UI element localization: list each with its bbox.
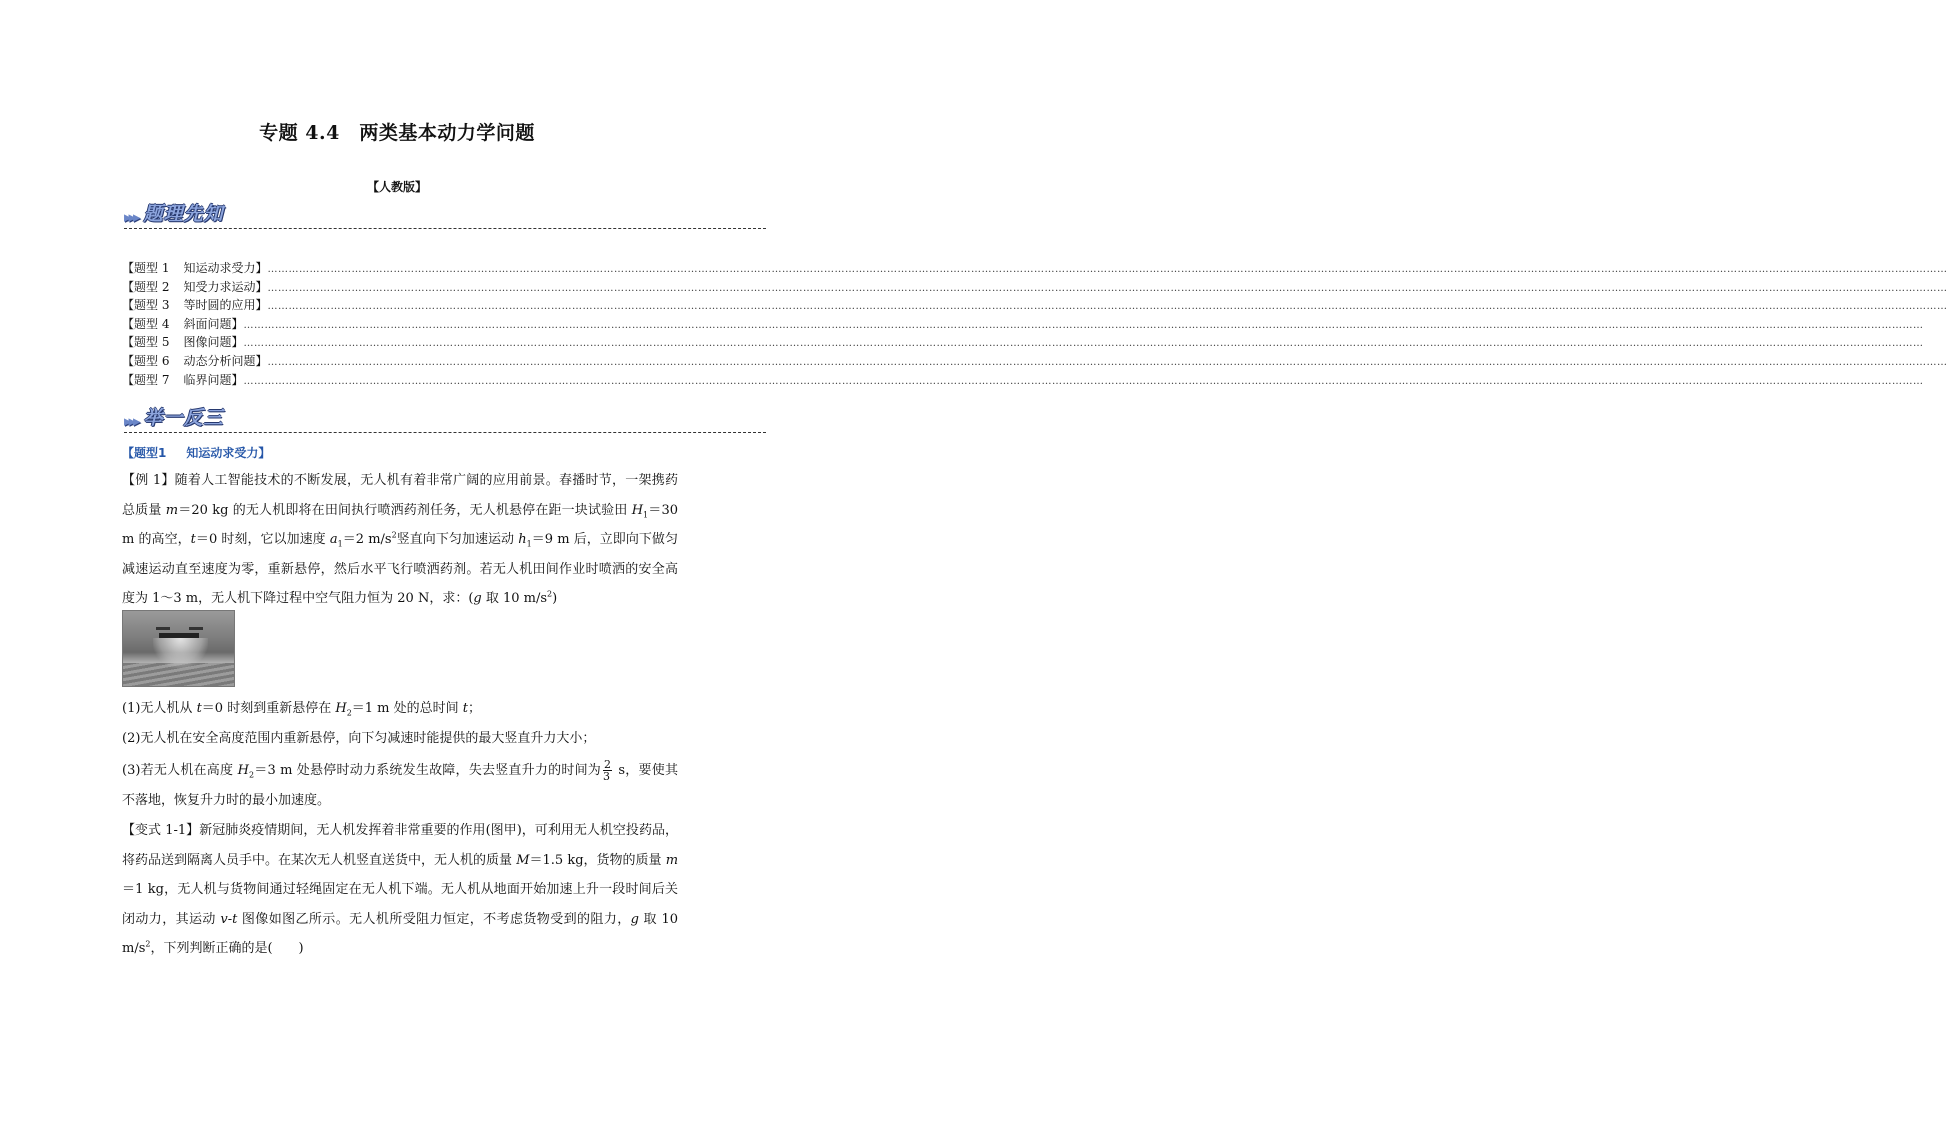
toc-item[interactable]	[122, 353, 1947, 372]
toc-leader-dots: …………………………………………………………………………………………………………………………………………………………………………………………………………………………………………………………………………………………………………………………………………………………………………………………………………………………………………	[267, 356, 1947, 368]
edition-label: 【人教版】	[366, 180, 427, 194]
toc-item[interactable]	[122, 334, 1924, 353]
toc-item-tag: 【题型 4	[122, 316, 170, 331]
toc-item-tag: 【题型 5	[122, 335, 170, 350]
question-1: (1)无人机从 t＝0 时刻到重新悬停在 $H_2=1$ m 处的总时间 t；	[122, 701, 482, 718]
toc-item[interactable]	[122, 260, 1947, 279]
drone-spraying-photo	[122, 610, 235, 687]
toc-item-tag: 【题型 7	[122, 372, 170, 387]
banner-practice-text: 举一反三	[143, 407, 224, 429]
banner-practice	[124, 404, 224, 430]
toc-item-name: 等时圆的应用】	[183, 298, 268, 313]
divider	[124, 228, 766, 229]
toc-item-name: 知受力求运动】	[183, 279, 268, 294]
banner-arrows-icon: ▸▸▸	[124, 208, 138, 226]
example-1-text: 【例 1】随着人工智能技术的不断发展，无人机有着非常广阔的应用前景。春播时节，一架携药总质量 m＝20 kg 的无人机即将在田间执行喷洒药剂任务，无人机悬停在距一块试验田 $H_1=30$ m 的高空，t＝0 时刻，它以加速度 $a_1=2$ $m/s^2$竖直向下匀加速运动 $h_1=9$ m 后，立即向下做匀减速运动直至速度为零，重新悬停，然后水平飞行喷洒药剂。若无人机田间作业时喷洒的安全高度为 1～3 m，无人机下降过程中空气阻力恒为 20 N，求：(g 取 10 $m/s^2$)	[122, 473, 678, 606]
toc-leader-dots: …………………………………………………………………………………………………………………………………………………………………………………………………………………………………………………………………………………………………………………………………………………………………………………………………………………………………………	[267, 282, 1947, 294]
toc-item-name: 斜面问题】	[183, 316, 244, 331]
variant-1-1-text: 【变式 1-1】新冠肺炎疫情期间，无人机发挥着非常重要的作用(图甲)，可利用无人机空投药品，将药品送到隔离人员手中。在某次无人机竖直送货中，无人机的质量 M＝1.5 kg，货物的质量 m＝1 kg，无人机与货物间通过轻绳固定在无人机下端。无人机从地面开始加速上升一段时间后关闭动力，其运动 v-t 图像如图乙所示。无人机所受阻力恒定，不考虑货物受到的阻力，g 取 10 $m/s^2$，下列判断正确的是( )	[122, 823, 679, 956]
section-heading: 【题型1 知运动求受力】	[122, 446, 271, 460]
toc-item-tag: 【题型 6	[122, 353, 170, 368]
question-3: (3)若无人机在高度 $H_2=3$ m 处悬停时动力系统发生故障，失去竖直升力的时间为 $\frac{2}{3}$ s，要使其不落地，恢复升力时的最小加速度。	[122, 758, 678, 808]
toc-leader-dots: …………………………………………………………………………………………………………………………………………………………………………………………………………………………………………………………………………………………………………………………………………………………………………………………………………………………………………	[243, 375, 1924, 387]
toc-leader-dots: …………………………………………………………………………………………………………………………………………………………………………………………………………………………………………………………………………………………………………………………………………………………………………………………………………………………………………	[267, 301, 1947, 313]
divider	[124, 432, 766, 433]
banner-overview	[124, 200, 224, 226]
toc-item-name: 图像问题】	[183, 335, 244, 350]
toc-item[interactable]	[122, 316, 1924, 335]
drone-icon	[159, 633, 199, 638]
toc-item-tag: 【题型 2	[122, 279, 170, 294]
toc-leader-dots: …………………………………………………………………………………………………………………………………………………………………………………………………………………………………………………………………………………………………………………………………………………………………………………………………………………………………………	[243, 319, 1924, 331]
banner-overview-text: 题理先知	[143, 203, 224, 225]
page-title: 专题 4.4 两类基本动力学问题	[259, 122, 535, 144]
toc-list	[122, 260, 1947, 390]
toc-item-name: 动态分析问题】	[183, 353, 268, 368]
toc-leader-dots: …………………………………………………………………………………………………………………………………………………………………………………………………………………………………………………………………………………………………………………………………………………………………………………………………………………………………………	[267, 264, 1947, 275]
toc-item-name: 知运动求受力】	[183, 261, 268, 275]
toc-item[interactable]	[122, 372, 1924, 391]
question-2: (2)无人机在安全高度范围内重新悬停，向下匀减速时能提供的最大竖直升力大小；	[122, 731, 596, 746]
toc-item-name: 临界问题】	[183, 372, 244, 387]
toc-item[interactable]	[122, 279, 1947, 298]
toc-item-tag: 【题型 3	[122, 298, 170, 313]
toc-item-tag: 【题型 1	[122, 261, 170, 275]
fraction: $\frac{2}{3}$	[603, 758, 612, 783]
toc-leader-dots: …………………………………………………………………………………………………………………………………………………………………………………………………………………………………………………………………………………………………………………………………………………………………………………………………………………………………………	[243, 338, 1924, 350]
toc-item[interactable]	[122, 297, 1947, 316]
banner-arrows-icon: ▸▸▸	[124, 412, 138, 430]
